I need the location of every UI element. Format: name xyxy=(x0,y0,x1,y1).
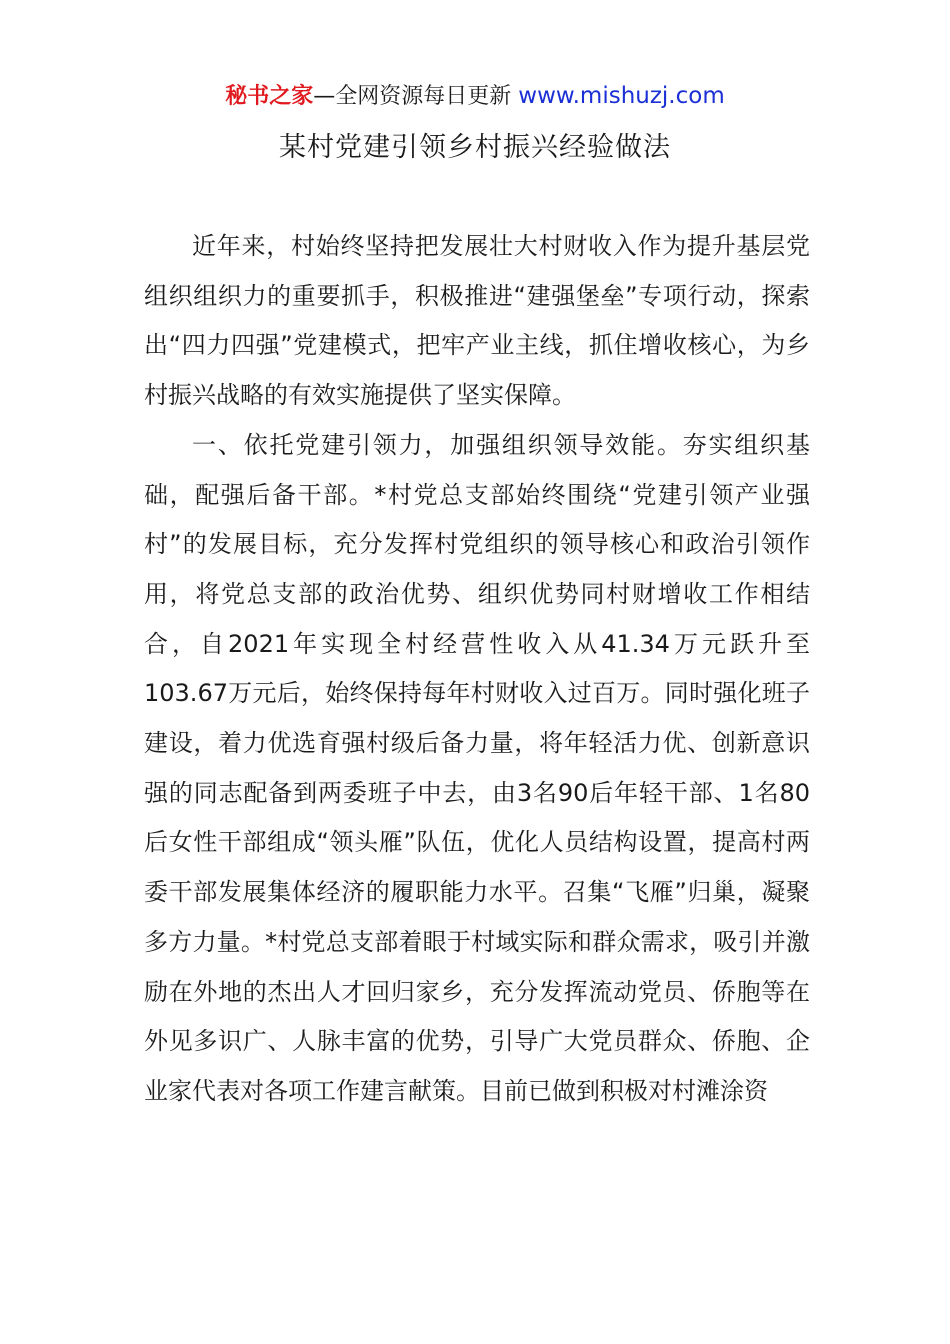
document-body xyxy=(144,222,810,1117)
site-brand: 秘书之家 xyxy=(225,84,314,109)
site-url-link[interactable]: www.mishuzj.com xyxy=(518,83,725,109)
site-header xyxy=(0,80,950,113)
paragraph-section-one: 一、依托党建引领力，加强组织领导效能。夯实组织基础，配强后备干部。*村党总支部始终围绕“党建引领产业强村”的发展目标，充分发挥村党组织的领导核心和政治引领作用，将党总支部的政治优势、组织优势同村财增收工作相结合，自2021年实现全村经营性收入从41.34万元跃升至103.67万元后，始终保持每年村财收入过百万。同时强化班子建设，着力优选育强村级后备力量，将年轻活力优、创新意识强的同志配备到两委班子中去，由3名90后年轻干部、1名80后女性干部组成“领头雁”队伍，优化人员结构设置，提高村两委干部发展集体经济的履职能力水平。召集“飞雁”归巢，凝聚多方力量。*村党总支部着眼于村域实际和群众需求，吸引并激励在外地的杰出人才回归家乡，充分发挥流动党员、侨胞等在外见多识广、人脉丰富的优势，引导广大党员群众、侨胞、企业家代表对各项工作建言献策。目前已做到积极对村滩涂资 xyxy=(144,430,810,1105)
site-tagline: —全网资源每日更新 xyxy=(313,84,512,109)
document-title: 某村党建引领乡村振兴经验做法 xyxy=(279,132,671,163)
paragraph-intro: 近年来，村始终坚持把发展壮大村财收入作为提升基层党组织组织力的重要抓手，积极推进“建强堡垒”专项行动，探索出“四力四强”党建模式，把牢产业主线，抓住增收核心，为乡村振兴战略的有效实施提供了坚实保障。 xyxy=(144,232,810,410)
